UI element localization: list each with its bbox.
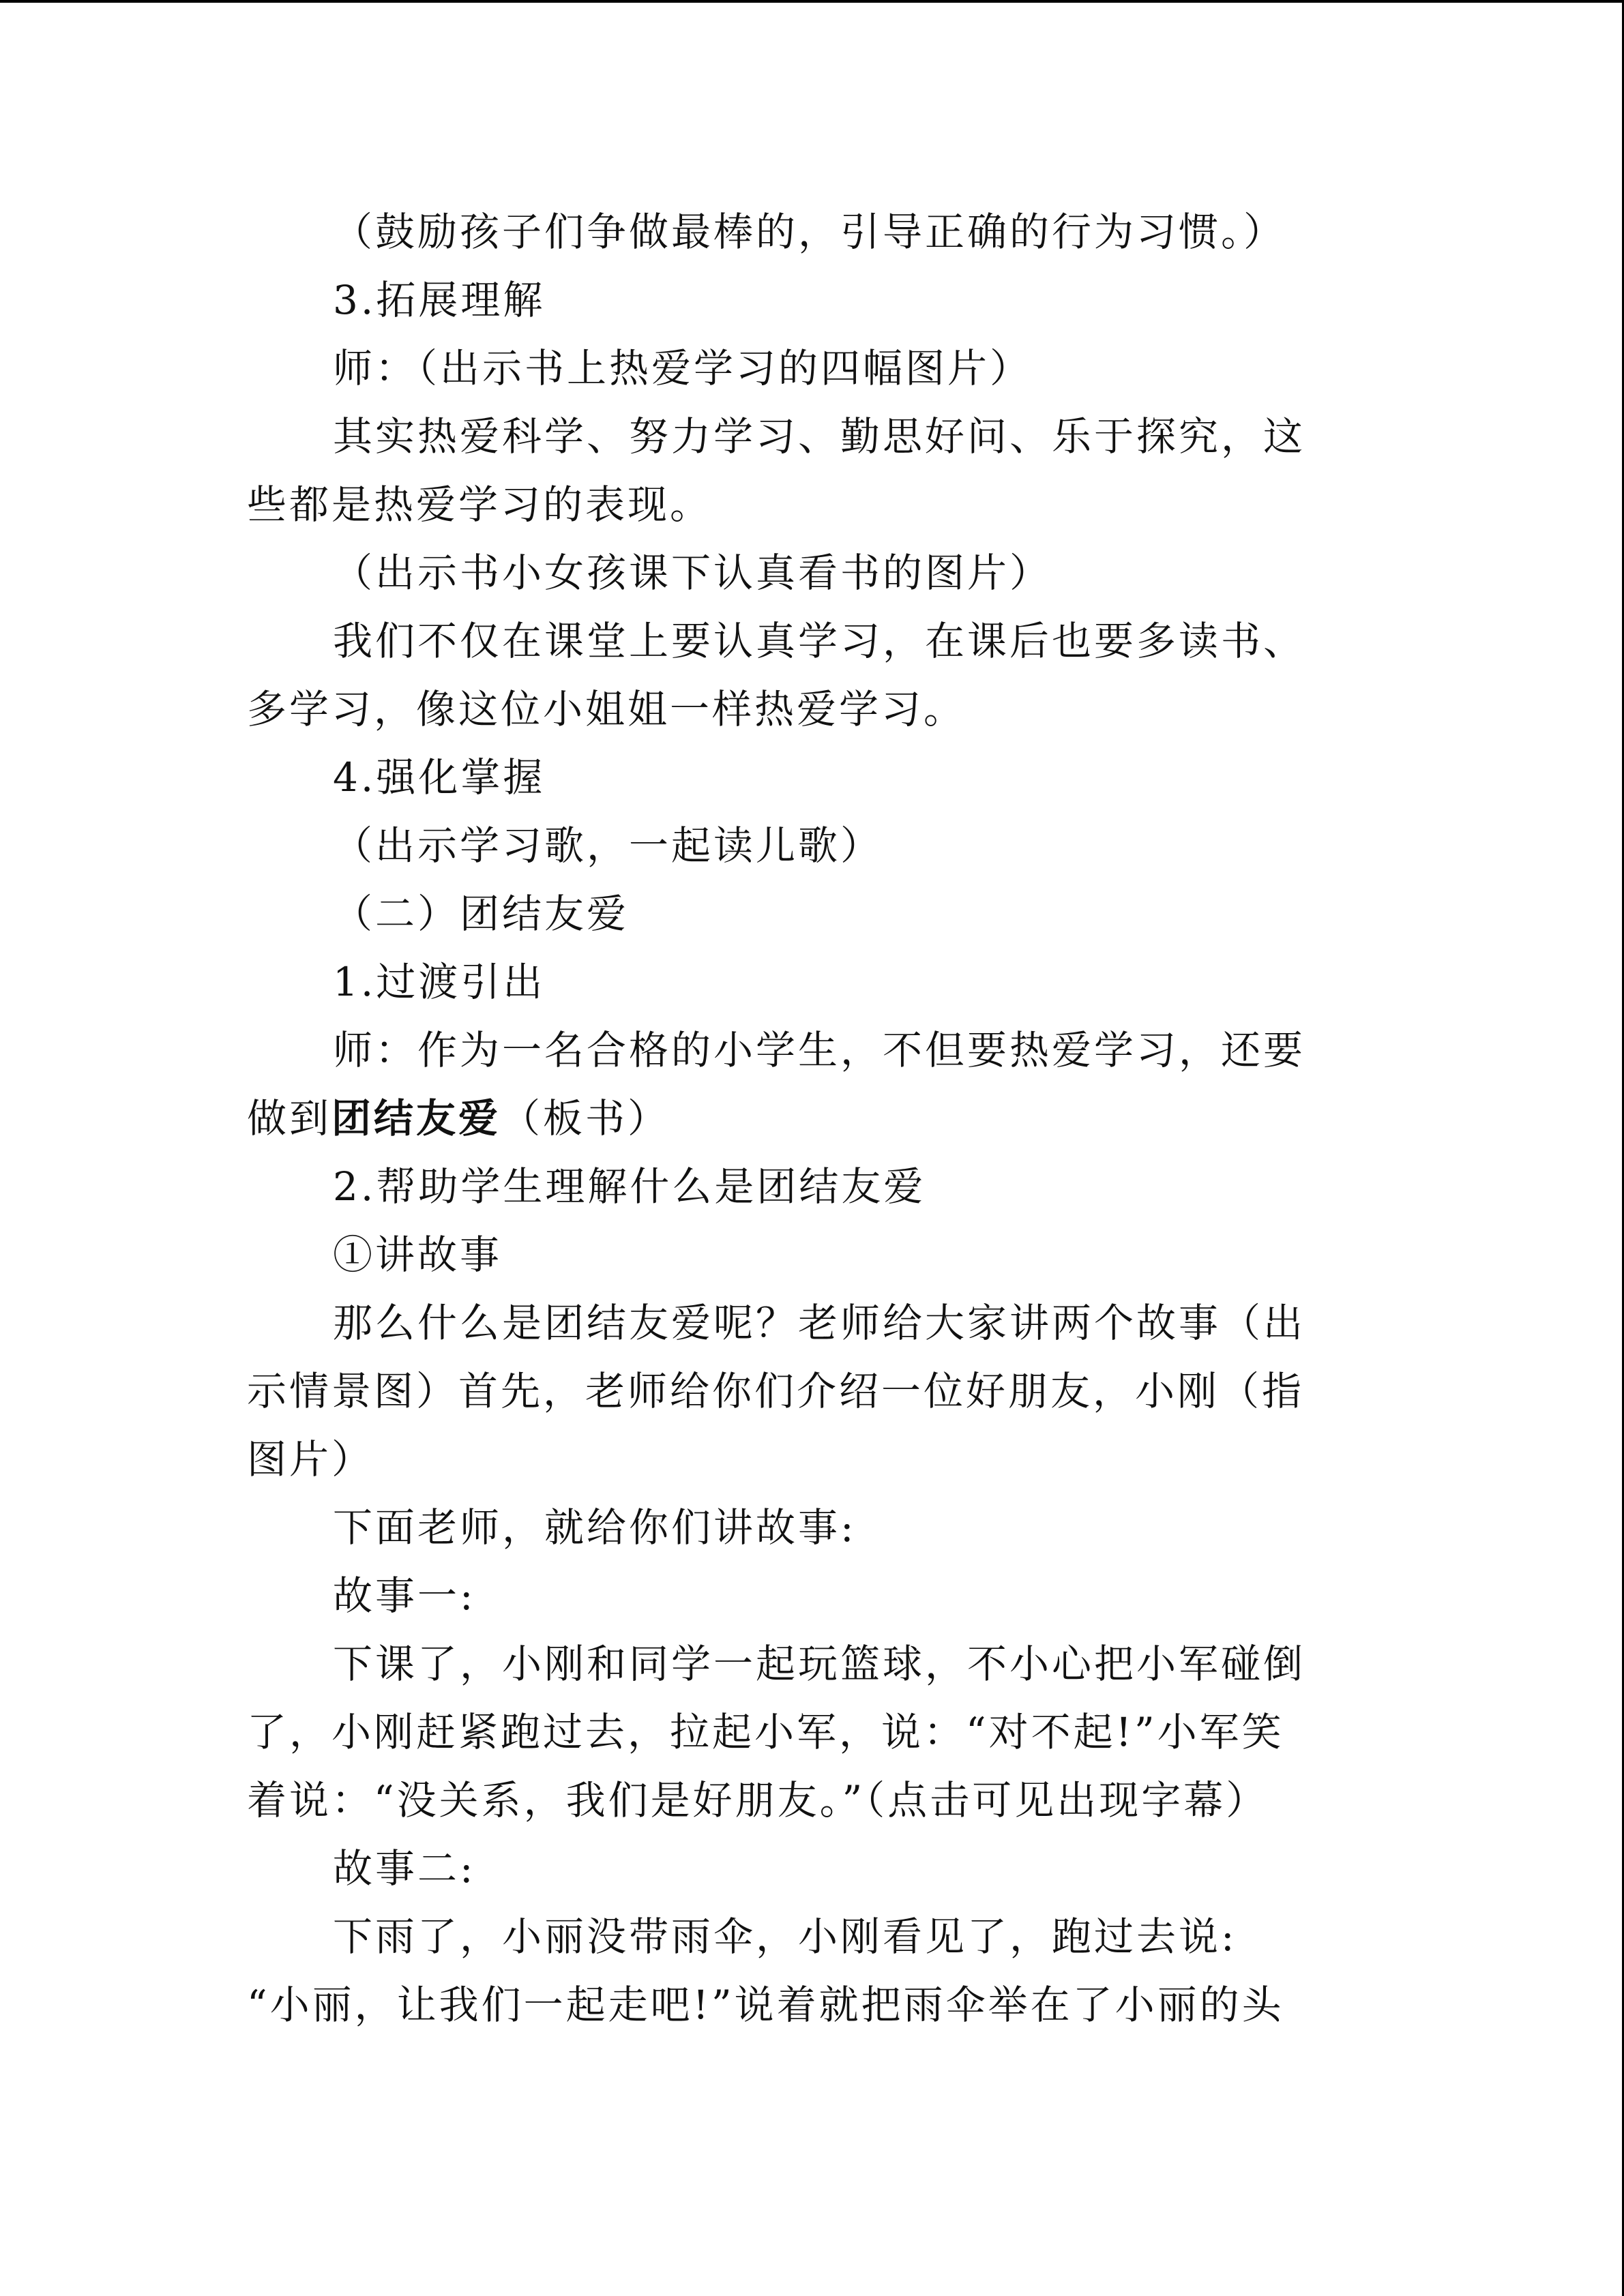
page-border-top	[0, 0, 1624, 3]
paragraph-line-with-bold	[247, 1084, 1365, 1152]
paragraph-line: 下课了，小刚和同学一起玩篮球，不小心把小军碰倒	[333, 1641, 1306, 1687]
story-heading: 故事二:	[333, 1845, 476, 1892]
paragraph-line: 示情景图）首先，老师给你们介绍一位好朋友，小刚（指	[247, 1368, 1305, 1414]
paragraph-line: （出示书小女孩课下认真看书的图片）	[333, 550, 1052, 596]
section-heading: （二）团结友爱	[333, 891, 630, 937]
paragraph-line: 图片）	[247, 1436, 374, 1482]
paragraph-line: 多学习，像这位小姐姐一样热爱学习。	[247, 686, 966, 732]
paragraph-line: 师：作为一名合格的小学生，不但要热爱学习，还要	[333, 1027, 1306, 1073]
story-heading: 故事一:	[333, 1572, 476, 1619]
line-prefix: 做到	[247, 1095, 332, 1142]
paragraph-line: “小丽，让我们一起走吧!”说着就把雨伞举在了小丽的头	[247, 1982, 1284, 2028]
paragraph-line: （出示学习歌，一起读儿歌）	[333, 822, 883, 869]
section-heading: 1.过渡引出	[333, 959, 546, 1005]
section-heading: ①讲故事	[333, 1232, 503, 1278]
paragraph-line: 那么什么是团结友爱呢？老师给大家讲两个故事（出	[333, 1300, 1306, 1346]
paragraph-line: 了，小刚赶紧跑过去，拉起小军，说：“对不起!”小军笑	[247, 1709, 1284, 1755]
paragraph-line: （鼓励孩子们争做最棒的，引导正确的行为习惯。）	[333, 209, 1286, 255]
paragraph-line: 下面老师，就给你们讲故事:	[333, 1504, 857, 1551]
paragraph-line: 些都是热爱学习的表现。	[247, 481, 713, 528]
paragraph-line: 其实热爱科学、努力学习、勤思好问、乐于探究，这	[333, 413, 1306, 460]
document-page	[247, 198, 1365, 2039]
paragraph-line: 我们不仅在课堂上要认真学习，在课后也要多读书、	[333, 618, 1306, 664]
section-heading: 3.拓展理解	[333, 277, 546, 323]
line-suffix: （板书）	[501, 1095, 670, 1142]
bold-term: 团结友爱	[331, 1095, 501, 1142]
paragraph-line: 师：（出示书上热爱学习的四幅图片）	[333, 345, 1033, 391]
paragraph-line: 下雨了，小丽没带雨伞，小刚看见了，跑过去说:	[333, 1913, 1237, 1960]
paragraph-line: 着说：“没关系，我们是好朋友。”（点击可见出现字幕）	[247, 1777, 1269, 1823]
section-heading: 2.帮助学生理解什么是团结友爱	[333, 1163, 926, 1210]
section-heading: 4.强化掌握	[333, 754, 546, 801]
